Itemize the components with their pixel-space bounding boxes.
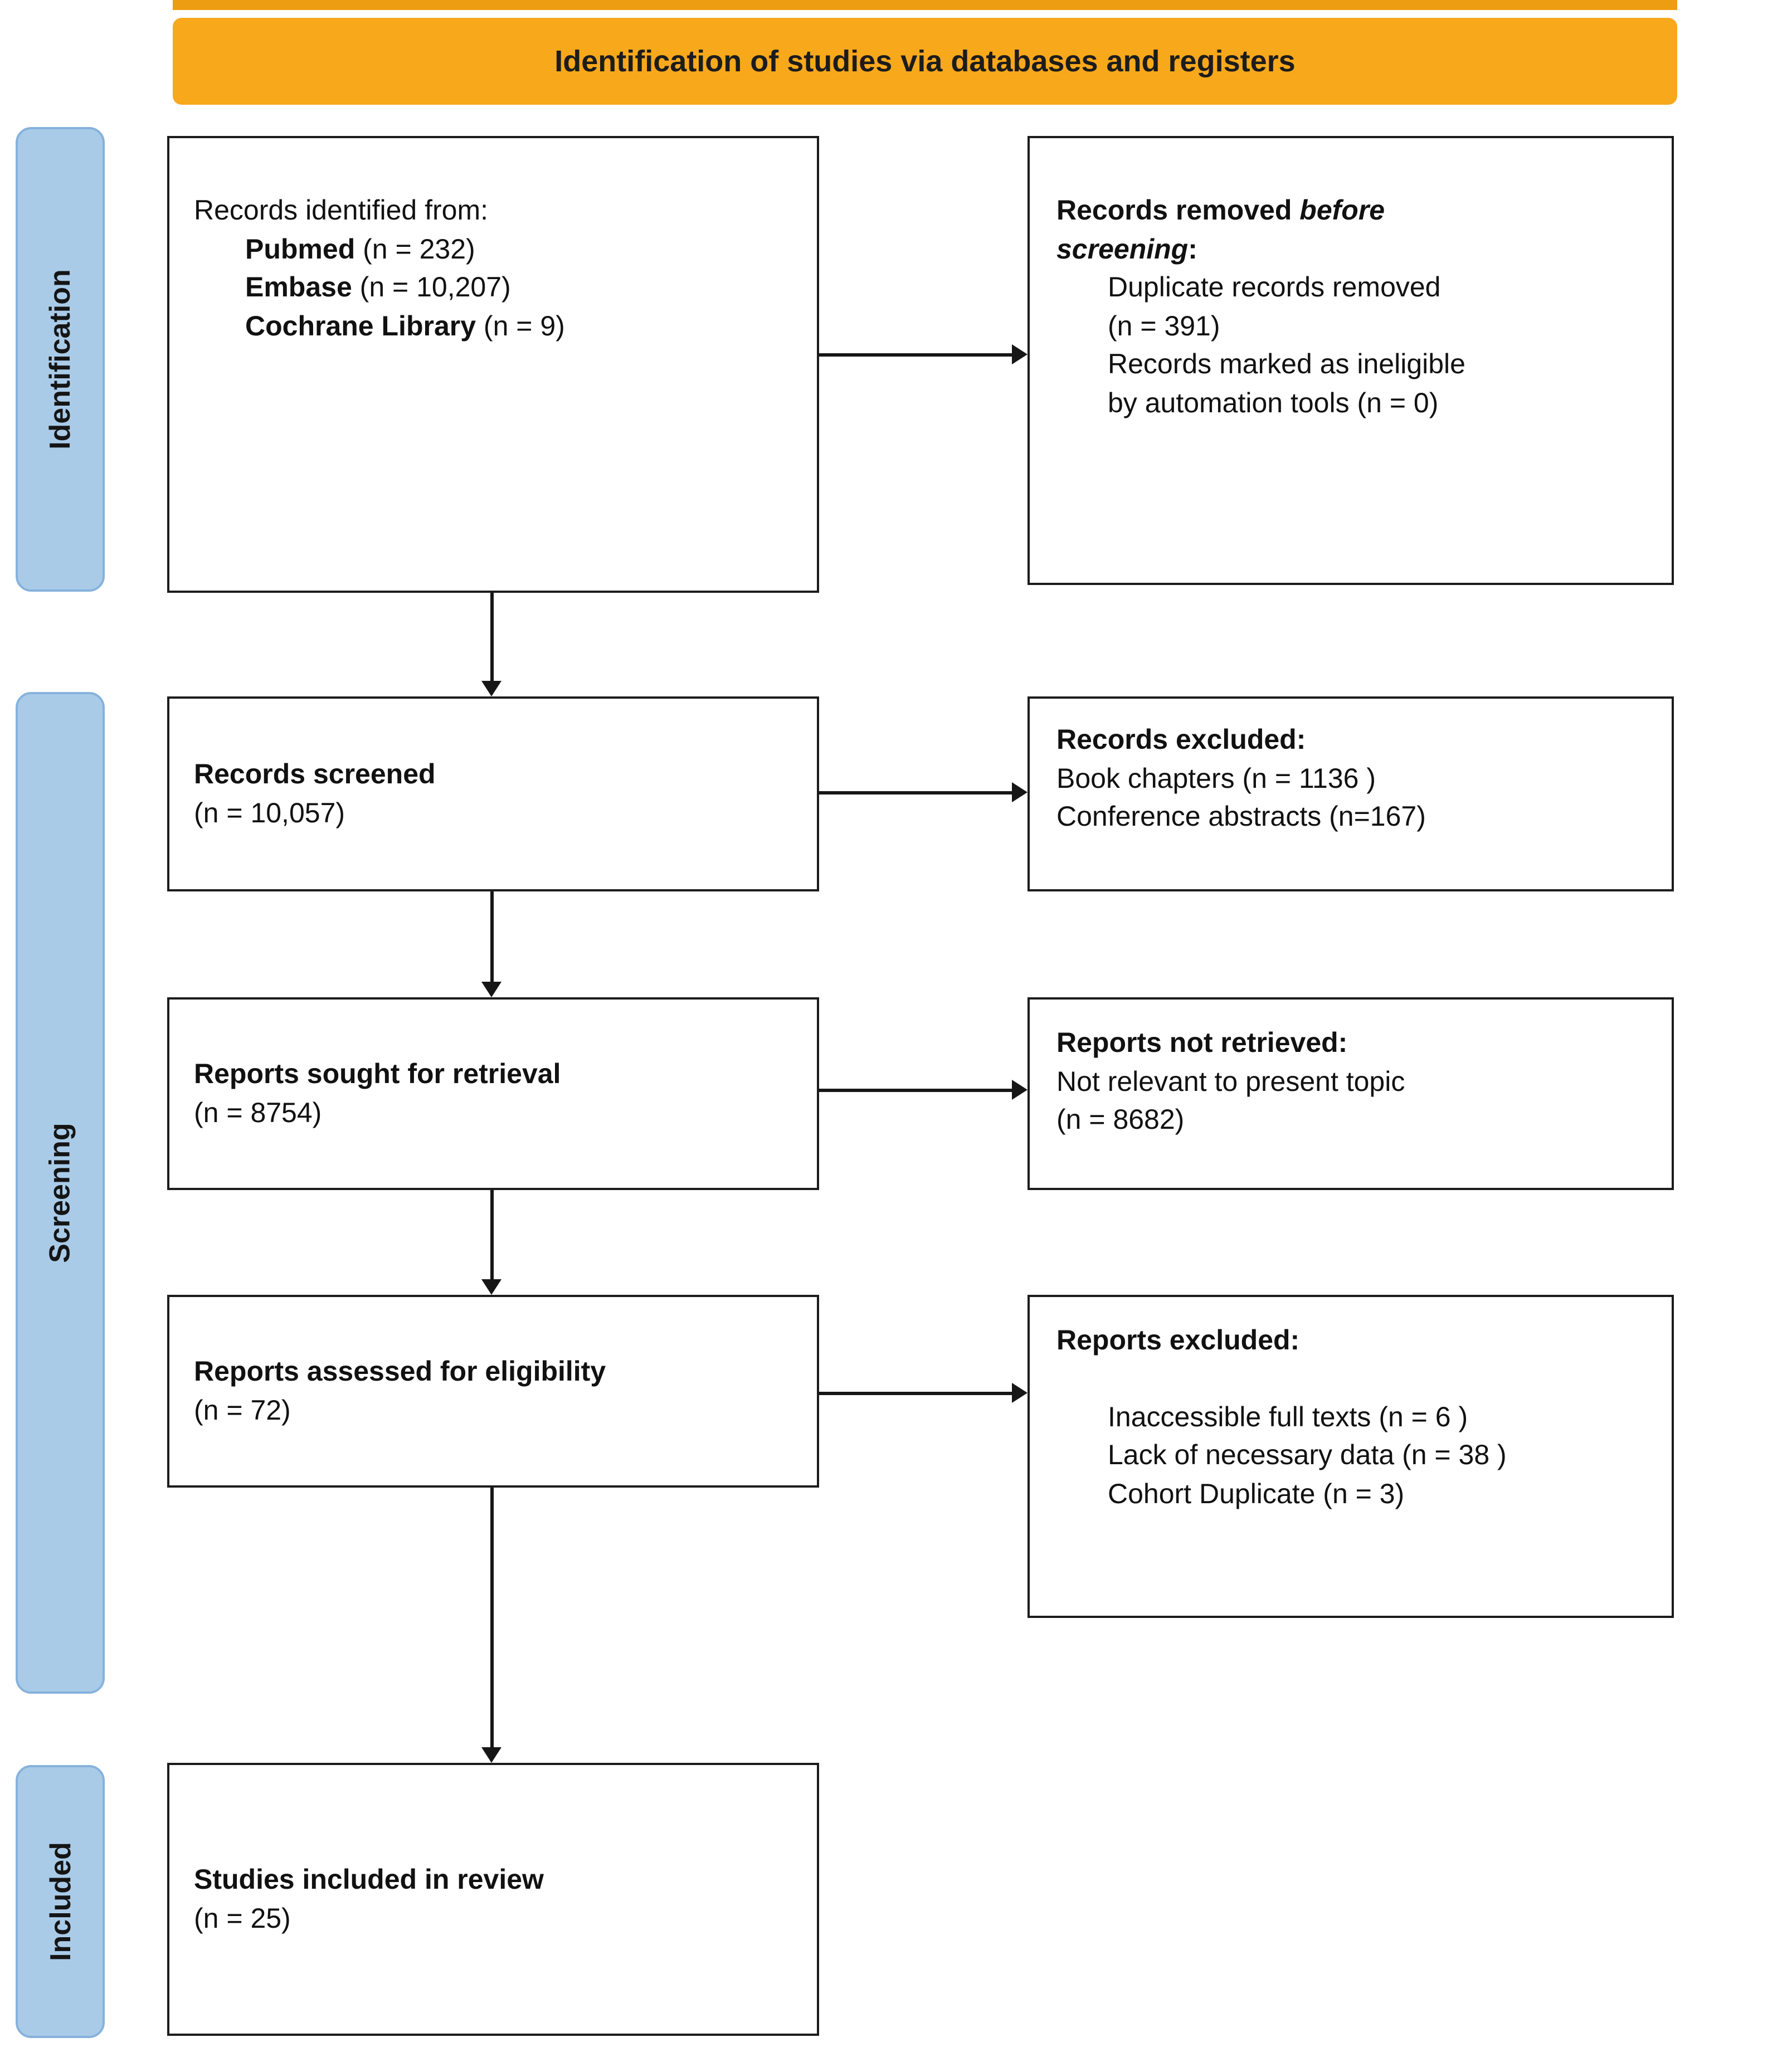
studies-included-count: (n = 25) [194,1903,291,1934]
records-identified-box [167,136,819,593]
arrow-shaft [819,791,1012,794]
banner [173,18,1677,105]
spacer [1056,1360,1652,1398]
arrow-shaft [490,1488,494,1747]
reports-assessed-count: (n = 72) [194,1395,291,1426]
reports-sought-count: (n = 8754) [194,1097,322,1128]
source-pubmed-count: (n = 232) [355,233,475,265]
reports-not-retrieved-line: Not relevant to present topic [1056,1066,1405,1097]
stage-label-identification [16,127,105,592]
reports-excluded-line: Lack of necessary data (n = 38 ) [1108,1440,1507,1471]
arrow-head [1012,1080,1028,1100]
banner-top-strip [173,0,1677,10]
reports-not-retrieved-line: (n = 8682) [1056,1104,1185,1135]
reports-sought-box [167,997,819,1190]
records-removed-line: Duplicate records removed [1108,272,1441,303]
records-excluded-line: Conference abstracts (n=167) [1056,801,1426,832]
records-screened-box [167,696,819,891]
source-cochrane-count: (n = 9) [476,310,565,342]
records-excluded-line: Book chapters (n = 1136 ) [1056,763,1376,794]
stage-identification-text: Identification [43,269,76,450]
records-screened-count: (n = 10,057) [194,797,345,828]
reports-assessed-box [167,1295,819,1488]
records-identified-heading: Records identified from: [194,195,489,226]
records-removed-title-suffix: : [1188,233,1197,265]
stage-included-text: Included [43,1842,76,1961]
stage-screening-text: Screening [43,1123,76,1263]
reports-excluded-box [1028,1295,1674,1618]
reports-excluded-line: Cohort Duplicate (n = 3) [1108,1478,1405,1509]
arrow-shaft [490,593,494,682]
studies-included-box [167,1763,819,2036]
reports-excluded-line: Inaccessible full texts (n = 6 ) [1108,1401,1468,1432]
arrow-shaft [490,1190,494,1279]
records-removed-line: by automation tools (n = 0) [1108,387,1439,418]
source-embase-name: Embase [245,272,352,303]
records-removed-line: Records marked as ineligible [1108,349,1465,380]
source-embase-count: (n = 10,207) [352,272,511,303]
arrow-shaft [819,1392,1012,1395]
arrow-shaft [490,891,494,982]
reports-assessed-title: Reports assessed for eligibility [194,1356,606,1387]
stage-label-included [16,1765,105,2038]
records-removed-title-emphasis: before screening [1056,195,1385,265]
records-removed-title-prefix: Records removed [1056,195,1300,226]
records-removed-box [1028,136,1674,585]
arrow-head [481,1279,501,1295]
source-cochrane [194,307,804,345]
reports-sought-title: Reports sought for retrieval [194,1059,561,1090]
source-cochrane-name: Cochrane Library [245,310,476,342]
stage-label-screening [16,692,105,1694]
records-excluded-box [1028,696,1674,891]
source-embase [194,269,804,307]
records-removed-title [1056,192,1469,269]
reports-excluded-title: Reports excluded: [1056,1325,1300,1356]
records-removed-line: (n = 391) [1108,310,1220,342]
arrow-shaft [819,353,1012,357]
reports-not-retrieved-title: Reports not retrieved: [1056,1027,1348,1059]
source-pubmed-name: Pubmed [245,233,356,265]
arrow-head [1012,1383,1028,1403]
arrow-head [481,982,501,997]
records-excluded-title: Records excluded: [1056,724,1306,755]
arrow-head [481,1747,501,1763]
arrow-shaft [819,1089,1012,1092]
arrow-head [1012,344,1028,364]
records-screened-title: Records screened [194,759,436,790]
studies-included-title: Studies included in review [194,1864,544,1895]
arrow-head [481,681,501,696]
arrow-head [1012,782,1028,802]
reports-not-retrieved-box [1028,997,1674,1190]
source-pubmed [194,230,804,269]
banner-title: Identification of studies via databases and registers [554,44,1296,77]
